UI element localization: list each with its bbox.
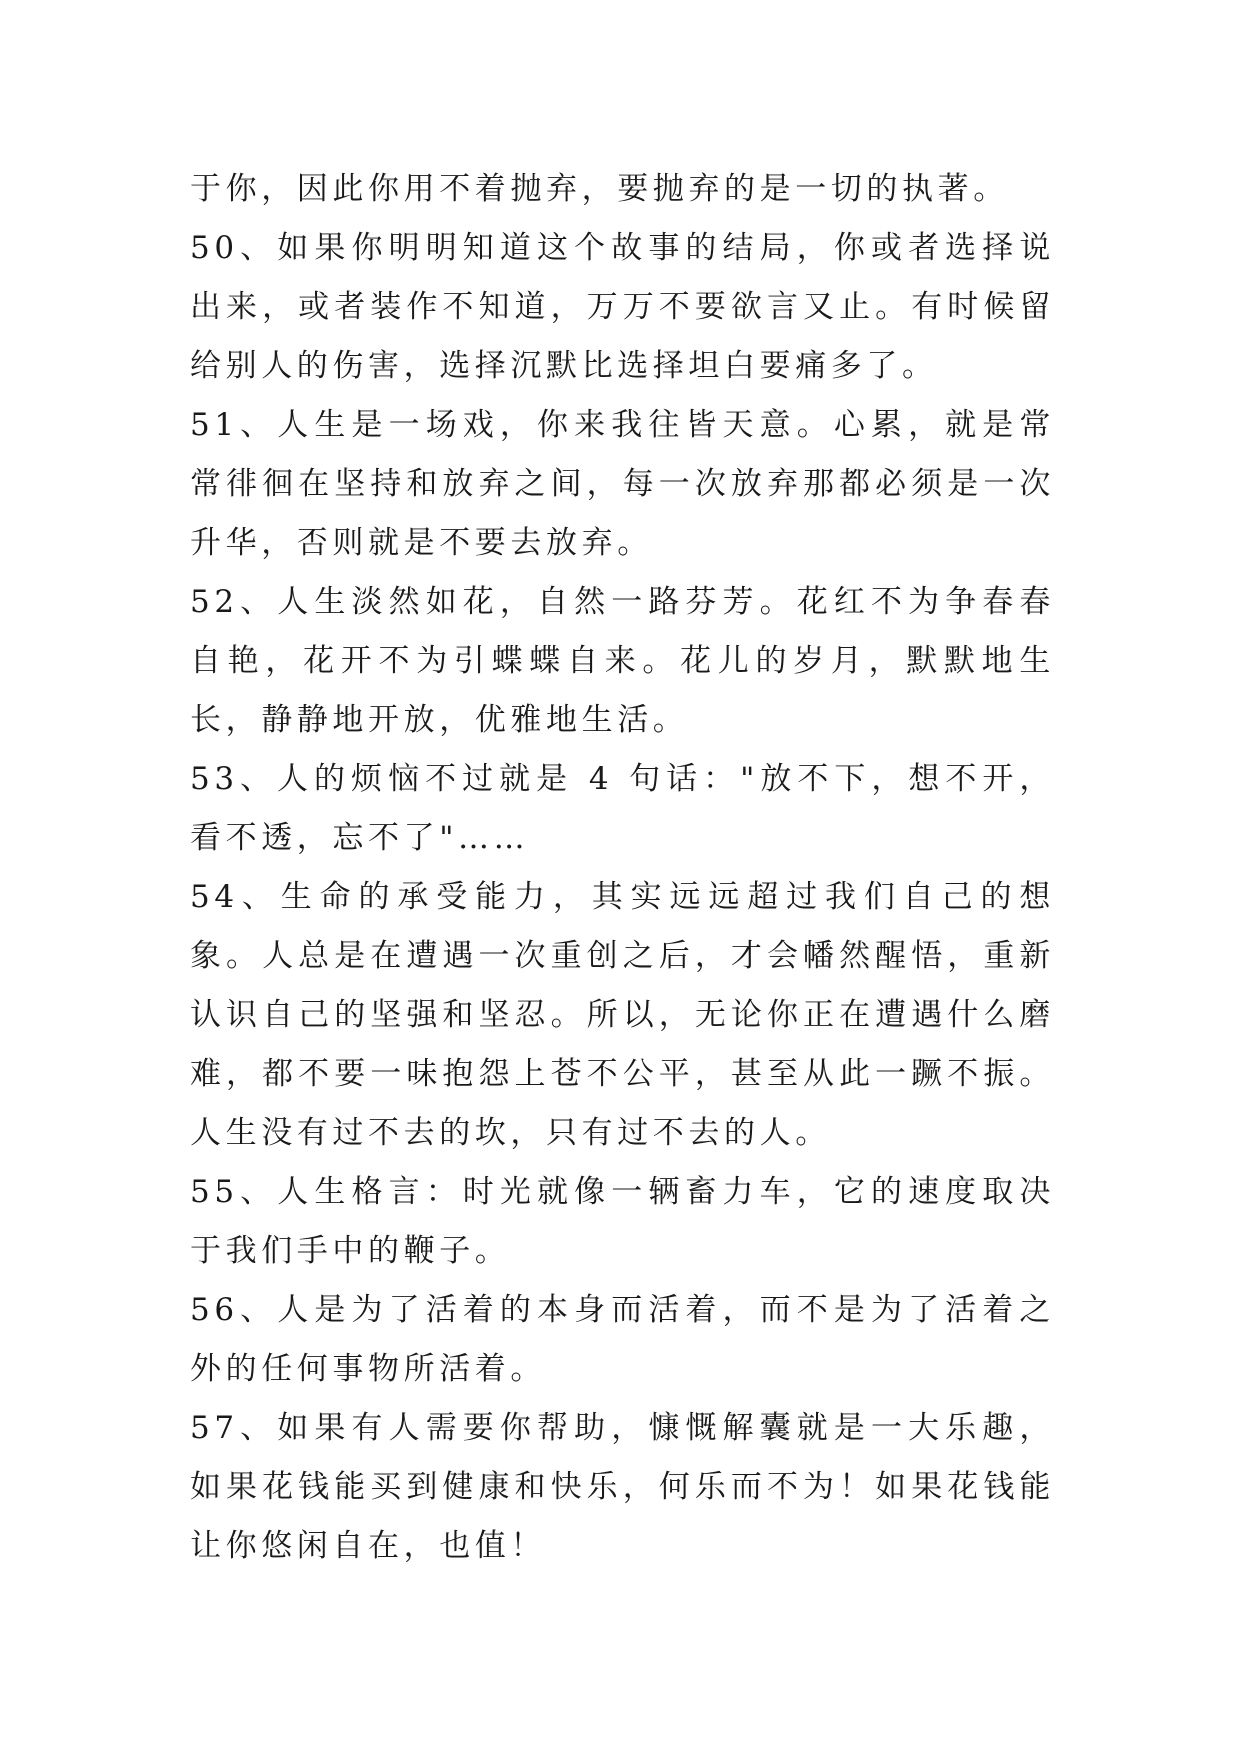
paragraph-50: 50、如果你明明知道这个故事的结局，你或者选择说出来，或者装作不知道，万万不要欲言又止。有时候留给别人的伤害，选择沉默比选择坦白要痛多了。 <box>190 230 1055 384</box>
paragraph-54: 54、生命的承受能力，其实远远超过我们自己的想象。人总是在遭遇一次重创之后，才会幡然醒悟，重新认识自己的坚强和坚忍。所以，无论你正在遭遇什么磨难，都不要一味抱怨上苍不公平，甚至从此一蹶不振。人生没有过不去的坎，只有过不去的人。 <box>190 879 1055 1151</box>
paragraph-51: 51、人生是一场戏，你来我往皆天意。心累，就是常常徘徊在坚持和放弃之间，每一次放弃那都必须是一次升华，否则就是不要去放弃。 <box>190 407 1055 561</box>
paragraph-57: 57、如果有人需要你帮助，慷慨解囊就是一大乐趣，如果花钱能买到健康和快乐，何乐而不为！如果花钱能让你悠闲自在，也值！ <box>190 1410 1055 1564</box>
paragraph-55: 55、人生格言：时光就像一辆畜力车，它的速度取决于我们手中的鞭子。 <box>190 1174 1055 1269</box>
document-body <box>190 160 1055 1576</box>
paragraph-56: 56、人是为了活着的本身而活着，而不是为了活着之外的任何事物所活着。 <box>190 1292 1055 1387</box>
paragraph-52: 52、人生淡然如花，自然一路芬芳。花红不为争春春自艳，花开不为引蝶蝶自来。花儿的岁月，默默地生长，静静地开放，优雅地生活。 <box>190 584 1055 738</box>
paragraph-continuation: 于你，因此你用不着抛弃，要抛弃的是一切的执著。 <box>190 171 1009 207</box>
paragraph-53: 53、人的烦恼不过就是 4 句话："放不下，想不开，看不透，忘不了"…… <box>190 761 1055 856</box>
